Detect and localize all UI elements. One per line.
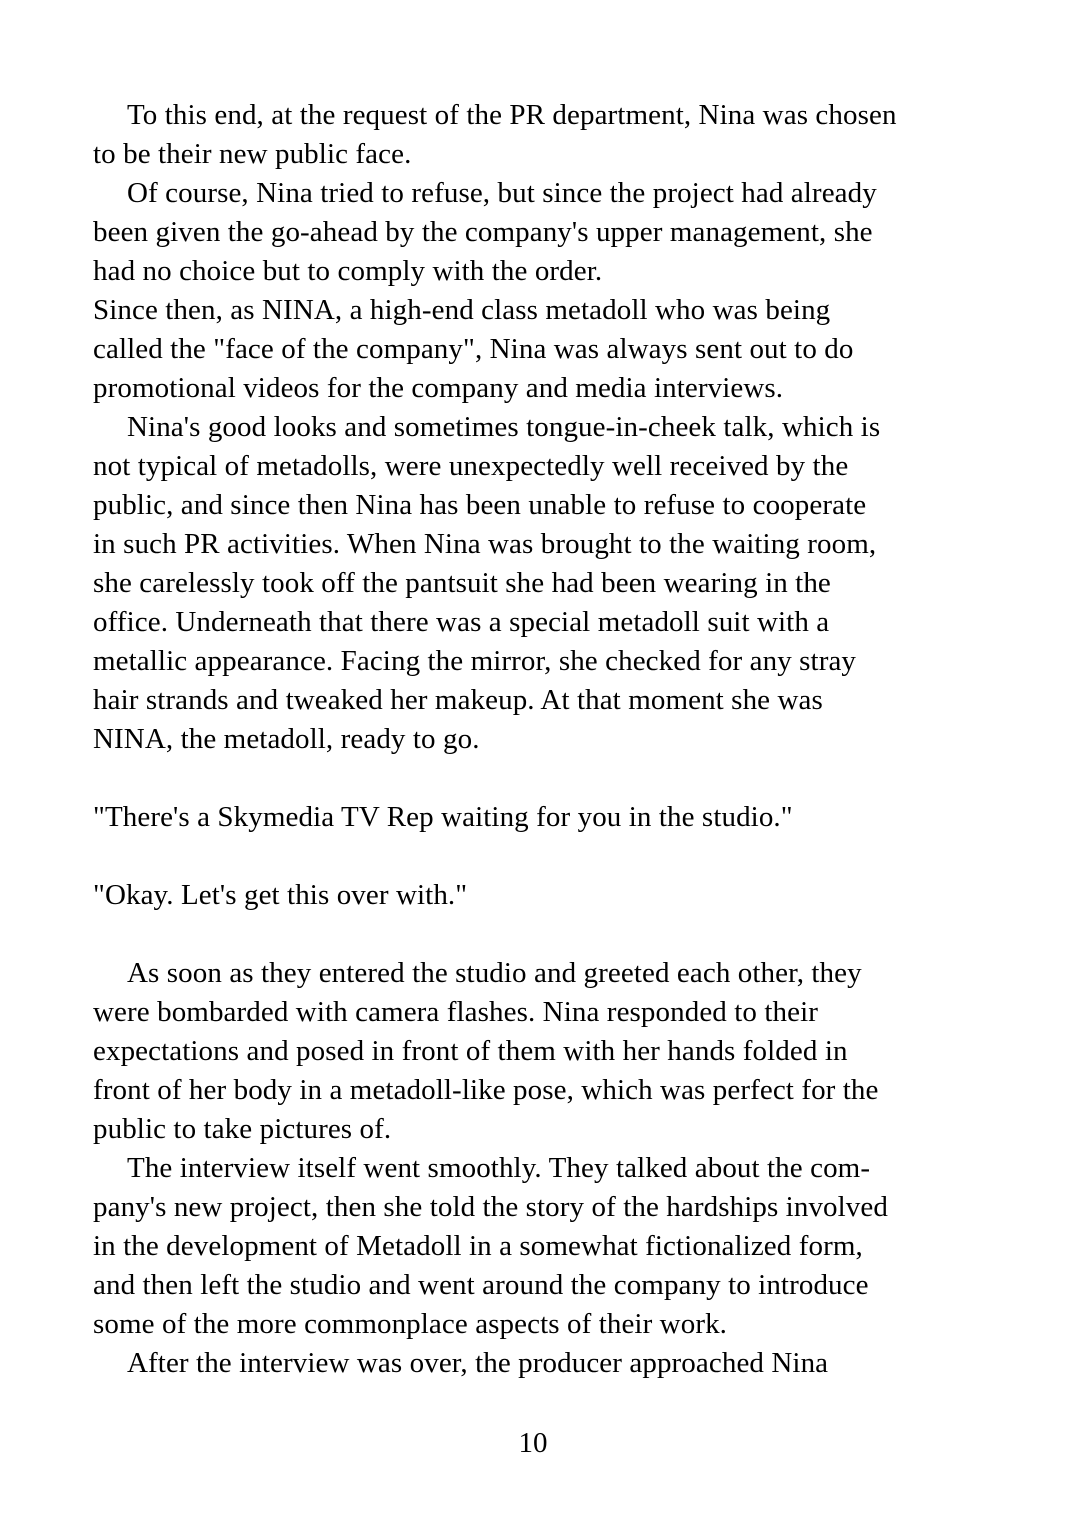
text-line: metallic appearance. Facing the mirror, she checked for any stray: [93, 645, 857, 677]
blank-line: [93, 915, 993, 954]
text-line: had no choice but to comply with the order.: [93, 255, 603, 287]
text-line: expectations and posed in front of them with her hands folded in: [93, 1035, 848, 1067]
text-line: The interview itself went smoothly. They talked about the com-: [127, 1152, 871, 1184]
blank-line: [93, 759, 993, 798]
text-line: to be their new public face.: [93, 138, 412, 170]
paragraph: [93, 876, 993, 915]
text-line: Nina's good looks and sometimes tongue-in-cheek talk, which is: [127, 411, 881, 443]
text-line: promotional videos for the company and media interviews.: [93, 372, 784, 404]
text-line: "There's a Skymedia TV Rep waiting for you in the studio.": [93, 801, 793, 833]
paragraph: [93, 408, 993, 759]
blank-line: [93, 837, 993, 876]
text-line: "Okay. Let's get this over with.": [93, 879, 468, 911]
paragraph: [93, 96, 993, 174]
paragraph: [93, 798, 993, 837]
text-line: After the interview was over, the producer approached Nina: [127, 1347, 829, 1379]
paragraph: [93, 1149, 993, 1344]
paragraph: [93, 954, 993, 1149]
text-line: in the development of Metadoll in a somewhat fictionalized form,: [93, 1230, 863, 1262]
text-line: front of her body in a metadoll-like pose, which was perfect for the: [93, 1074, 879, 1106]
text-line: To this end, at the request of the PR department, Nina was chosen: [127, 99, 897, 131]
text-line: in such PR activities. When Nina was brought to the waiting room,: [93, 528, 877, 560]
text-line: office. Underneath that there was a special metadoll suit with a: [93, 606, 830, 638]
paragraph: [93, 1344, 993, 1383]
text-line: public, and since then Nina has been unable to refuse to cooperate: [93, 489, 867, 521]
paragraph: [93, 291, 993, 408]
text-line: public to take pictures of.: [93, 1113, 392, 1145]
page-text: [93, 96, 993, 1383]
text-line: NINA, the metadoll, ready to go.: [93, 723, 480, 755]
text-line: called the "face of the company", Nina was always sent out to do: [93, 333, 854, 365]
text-line: some of the more commonplace aspects of their work.: [93, 1308, 728, 1340]
text-line: pany's new project, then she told the story of the hardships involved: [93, 1191, 888, 1223]
text-line: and then left the studio and went around the company to introduce: [93, 1269, 869, 1301]
text-line: Since then, as NINA, a high-end class metadoll who was being: [93, 294, 831, 326]
text-line: were bombarded with camera flashes. Nina responded to their: [93, 996, 818, 1028]
text-line: As soon as they entered the studio and greeted each other, they: [127, 957, 862, 989]
text-line: been given the go-ahead by the company's upper management, she: [93, 216, 873, 248]
paragraph: [93, 174, 993, 291]
page-number: 10: [518, 1427, 548, 1459]
text-line: Of course, Nina tried to refuse, but since the project had already: [127, 177, 877, 209]
text-line: hair strands and tweaked her makeup. At that moment she was: [93, 684, 823, 716]
text-line: she carelessly took off the pantsuit she had been wearing in the: [93, 567, 831, 599]
text-line: not typical of metadolls, were unexpectedly well received by the: [93, 450, 849, 482]
